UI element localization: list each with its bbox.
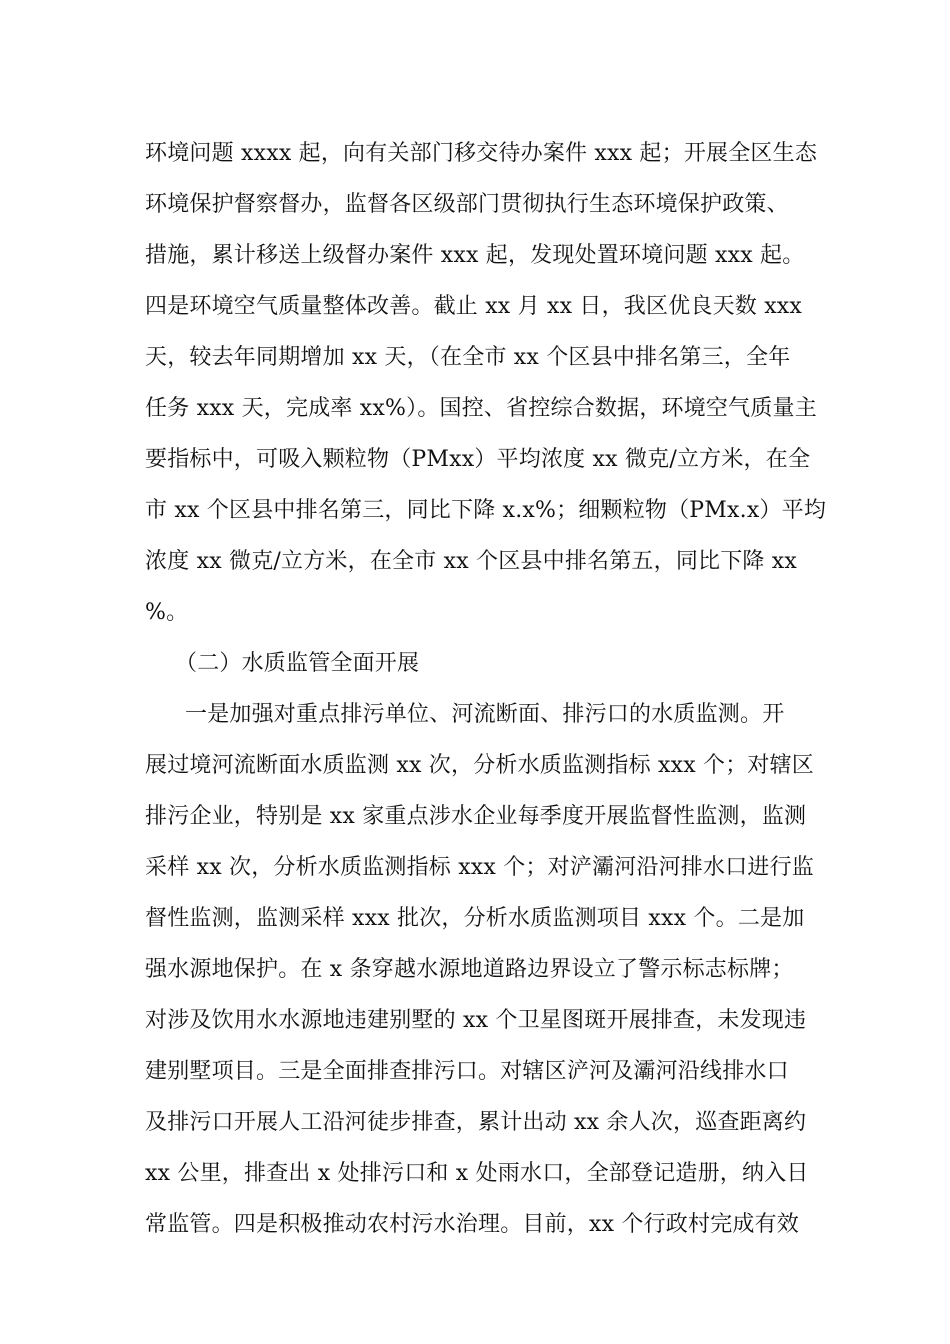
text-line: 四是环境空气质量整体改善。截止 xx 月 xx 日，我区优良天数 xxx <box>145 294 803 319</box>
text-line: 强水源地保护。在 x 条穿越水源地道路边界设立了警示标志标牌； <box>145 957 794 982</box>
text-line: 任务 xxx 天，完成率 xx%）。国控、省控综合数据，环境空气质量主 <box>145 396 817 421</box>
text-line: 市 xx 个区县中排名第三，同比下降 x.x%；细颗粒物（PMx.x）平均 <box>145 498 827 523</box>
text-line: 及排污口开展人工沿河徒步排查，累计出动 xx 余人次，巡查距离约 <box>145 1110 807 1135</box>
text-line: 措施，累计移送上级督办案件 xxx 起，发现处置环境问题 xxx 起。 <box>145 243 805 268</box>
text-line: 展过境河流断面水质监测 xx 次，分析水质监测指标 xxx 个；对辖区 <box>145 753 815 778</box>
text-line: 浓度 xx 微克/立方米，在全市 xx 个区县中排名第五，同比下降 xx <box>145 549 798 574</box>
text-line: 一是加强对重点排污单位、河流断面、排污口的水质监测。开 <box>185 702 785 727</box>
text-line: 排污企业，特别是 xx 家重点涉水企业每季度开展监督性监测，监测 <box>145 804 807 829</box>
text-line: 环境保护督察督办，监督各区级部门贯彻执行生态环境保护政策、 <box>145 192 789 217</box>
text-line: xx 公里，排查出 x 处排污口和 x 处雨水口，全部登记造册，纳入日 <box>145 1161 809 1186</box>
text-line: 常监管。四是积极推动农村污水治理。目前，xx 个行政村完成有效 <box>145 1212 800 1237</box>
text-line: 环境问题 xxxx 起，向有关部门移交待办案件 xxx 起；开展全区生态 <box>145 141 818 166</box>
text-line: %。 <box>145 600 189 625</box>
text-line: 督性监测，监测采样 xxx 批次，分析水质监测项目 xxx 个。二是加 <box>145 906 805 931</box>
text-line: 要指标中，可吸入颗粒物（PMxx）平均浓度 xx 微克/立方米，在全 <box>145 447 811 472</box>
section-heading: （二）水质监管全面开展 <box>175 651 420 676</box>
text-line: 采样 xx 次，分析水质监测指标 xxx 个；对浐灞河沿河排水口进行监 <box>145 855 815 880</box>
text-line: 天，较去年同期增加 xx 天，（在全市 xx 个区县中排名第三，全年 <box>145 345 791 370</box>
text-line: 建别墅项目。三是全面排查排污口。对辖区浐河及灞河沿线排水口 <box>145 1059 789 1084</box>
text-line: 对涉及饮用水水源地违建别墅的 xx 个卫星图斑开展排查，未发现违 <box>145 1008 807 1033</box>
